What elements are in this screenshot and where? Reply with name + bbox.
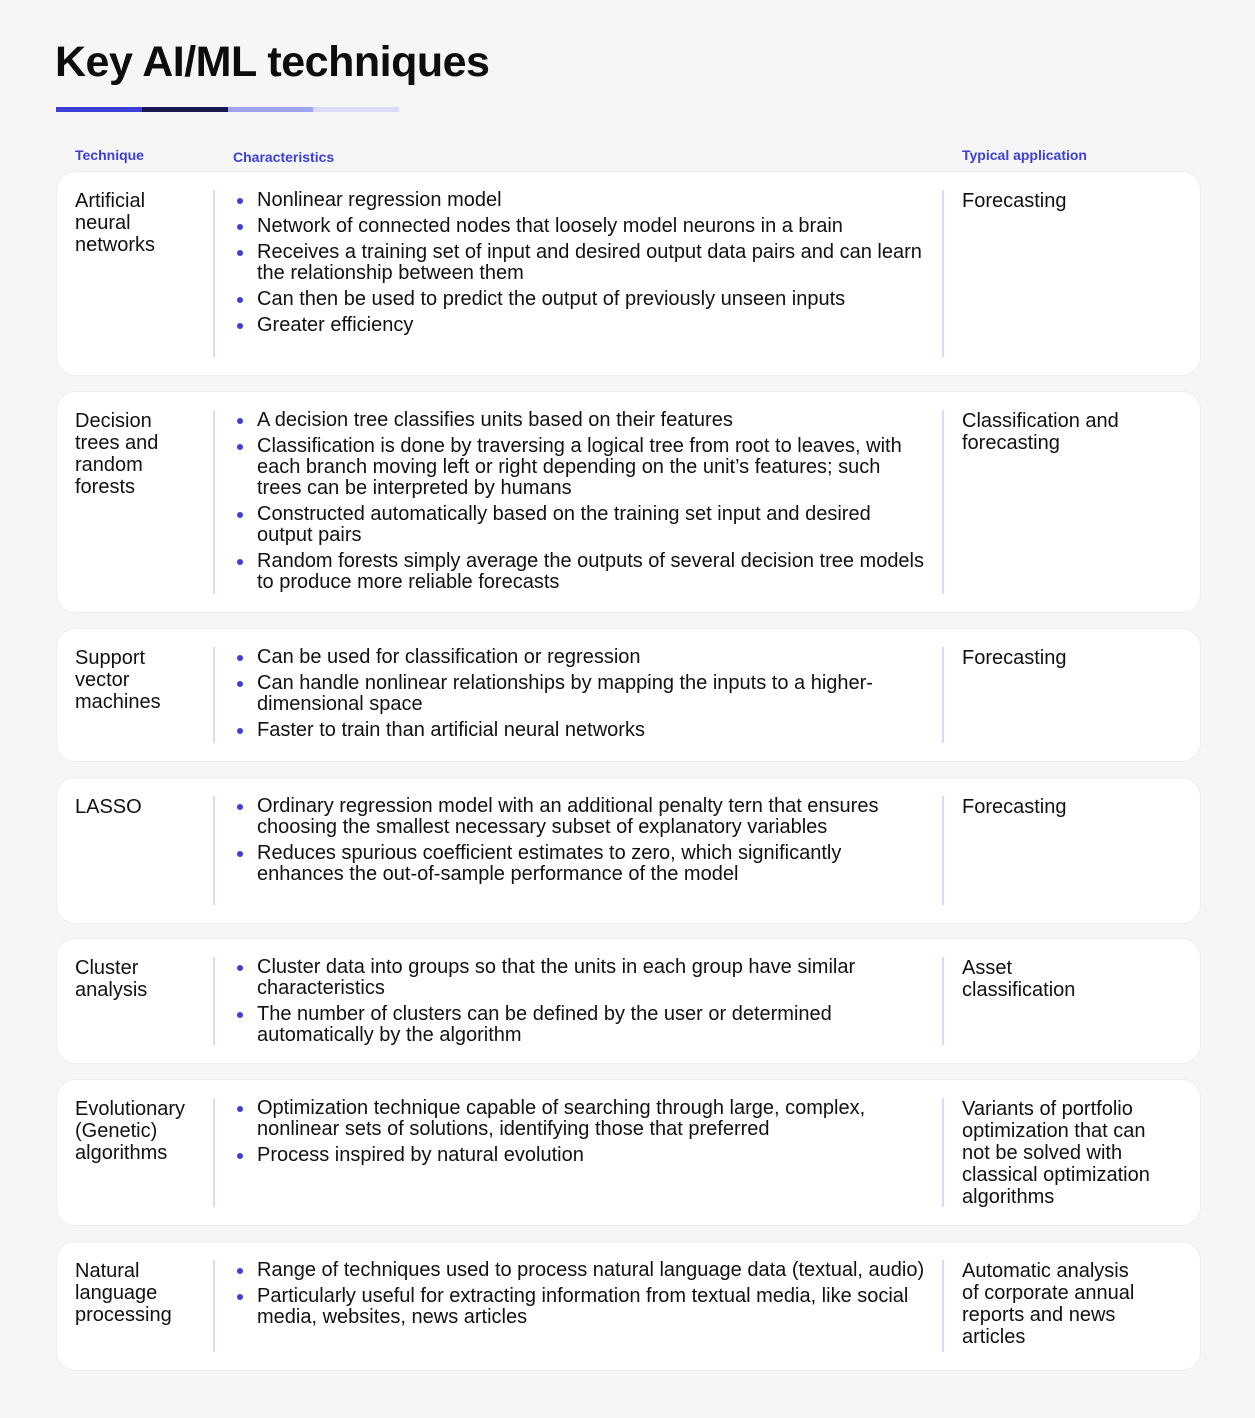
characteristic-item: Range of techniques used to process natural language data (textual, audio)	[237, 1260, 927, 1281]
characteristics-list	[237, 1260, 927, 1333]
table-row	[57, 629, 1200, 761]
column-divider	[213, 796, 215, 905]
characteristic-item: Cluster data into groups so that the units in each group have similar characteristics	[237, 957, 927, 999]
typical-application: Asset classification	[962, 957, 1076, 1001]
characteristic-item: Nonlinear regression model	[237, 190, 927, 211]
accent-segment	[313, 107, 399, 112]
column-divider	[942, 1098, 944, 1207]
column-divider	[213, 1098, 215, 1207]
table-row	[57, 172, 1200, 375]
header-technique: Technique	[75, 147, 144, 163]
technique-name: Decision trees and random forests	[75, 410, 159, 498]
technique-name: LASSO	[75, 796, 142, 818]
characteristic-item: A decision tree classifies units based on their features	[237, 410, 927, 431]
characteristic-item: Faster to train than artificial neural networks	[237, 720, 927, 741]
typical-application: Variants of portfolio optimization that can not be solved with classical optimization algorithms	[962, 1098, 1150, 1208]
characteristic-item: Network of connected nodes that loosely model neurons in a brain	[237, 216, 927, 237]
accent-segment	[56, 107, 142, 112]
characteristic-item: Constructed automatically based on the training set input and desired output pairs	[237, 504, 927, 546]
column-divider	[942, 647, 944, 743]
typical-application: Classification and forecasting	[962, 410, 1119, 454]
table-row	[57, 1080, 1200, 1225]
characteristic-item: Particularly useful for extracting information from textual media, like social media, websites, news articles	[237, 1286, 927, 1328]
typical-application: Forecasting	[962, 190, 1067, 212]
page-title: Key AI/ML techniques	[55, 38, 490, 86]
characteristic-item: Random forests simply average the outputs of several decision tree models to produce more reliable forecasts	[237, 551, 927, 593]
typical-application: Automatic analysis of corporate annual reports and news articles	[962, 1260, 1135, 1348]
table-row	[57, 392, 1200, 612]
column-divider	[942, 1260, 944, 1352]
characteristics-list	[237, 957, 927, 1051]
technique-name: Cluster analysis	[75, 957, 148, 1001]
header-characteristics: Characteristics	[233, 149, 335, 165]
typical-application: Forecasting	[962, 796, 1067, 818]
characteristic-item: The number of clusters can be defined by the user or determined automatically by the algorithm	[237, 1004, 927, 1046]
table-row	[57, 939, 1200, 1063]
column-divider	[942, 410, 944, 594]
characteristic-item: Can handle nonlinear relationships by mapping the inputs to a higher-dimensional space	[237, 673, 927, 715]
table-row	[57, 1242, 1200, 1370]
characteristics-list	[237, 1098, 927, 1171]
characteristic-item: Classification is done by traversing a logical tree from root to leaves, with each branch moving left or right depending on the unit’s features; such trees can be interpreted by humans	[237, 436, 927, 499]
characteristic-item: Receives a training set of input and desired output data pairs and can learn the relationship between them	[237, 242, 927, 284]
column-divider	[942, 190, 944, 357]
characteristic-item: Ordinary regression model with an additional penalty tern that ensures choosing the smallest necessary subset of explanatory variables	[237, 796, 927, 838]
column-divider	[213, 1260, 215, 1352]
technique-name: Evolutionary (Genetic) algorithms	[75, 1098, 186, 1164]
typical-application: Forecasting	[962, 647, 1067, 669]
characteristic-item: Greater efficiency	[237, 315, 927, 336]
title-accent-bar	[56, 107, 399, 112]
accent-segment	[142, 107, 228, 112]
characteristics-list	[237, 190, 927, 341]
column-divider	[213, 190, 215, 357]
technique-name: Natural language processing	[75, 1260, 172, 1326]
characteristic-item: Optimization technique capable of searching through large, complex, nonlinear sets of solutions, identifying those that preferred	[237, 1098, 927, 1140]
technique-name: Support vector machines	[75, 647, 161, 713]
characteristics-list	[237, 410, 927, 598]
column-divider	[942, 957, 944, 1045]
characteristic-item: Can then be used to predict the output of previously unseen inputs	[237, 289, 927, 310]
accent-segment	[228, 107, 314, 112]
column-divider	[213, 957, 215, 1045]
column-divider	[213, 647, 215, 743]
characteristic-item: Can be used for classification or regression	[237, 647, 927, 668]
header-application: Typical application	[962, 147, 1087, 163]
characteristics-list	[237, 647, 927, 746]
table-row	[57, 778, 1200, 923]
column-divider	[213, 410, 215, 594]
column-divider	[942, 796, 944, 905]
characteristic-item: Process inspired by natural evolution	[237, 1145, 927, 1166]
technique-name: Artificial neural networks	[75, 190, 156, 256]
characteristic-item: Reduces spurious coefficient estimates to zero, which significantly enhances the out-of-sample performance of the model	[237, 843, 927, 885]
characteristics-list	[237, 796, 927, 890]
